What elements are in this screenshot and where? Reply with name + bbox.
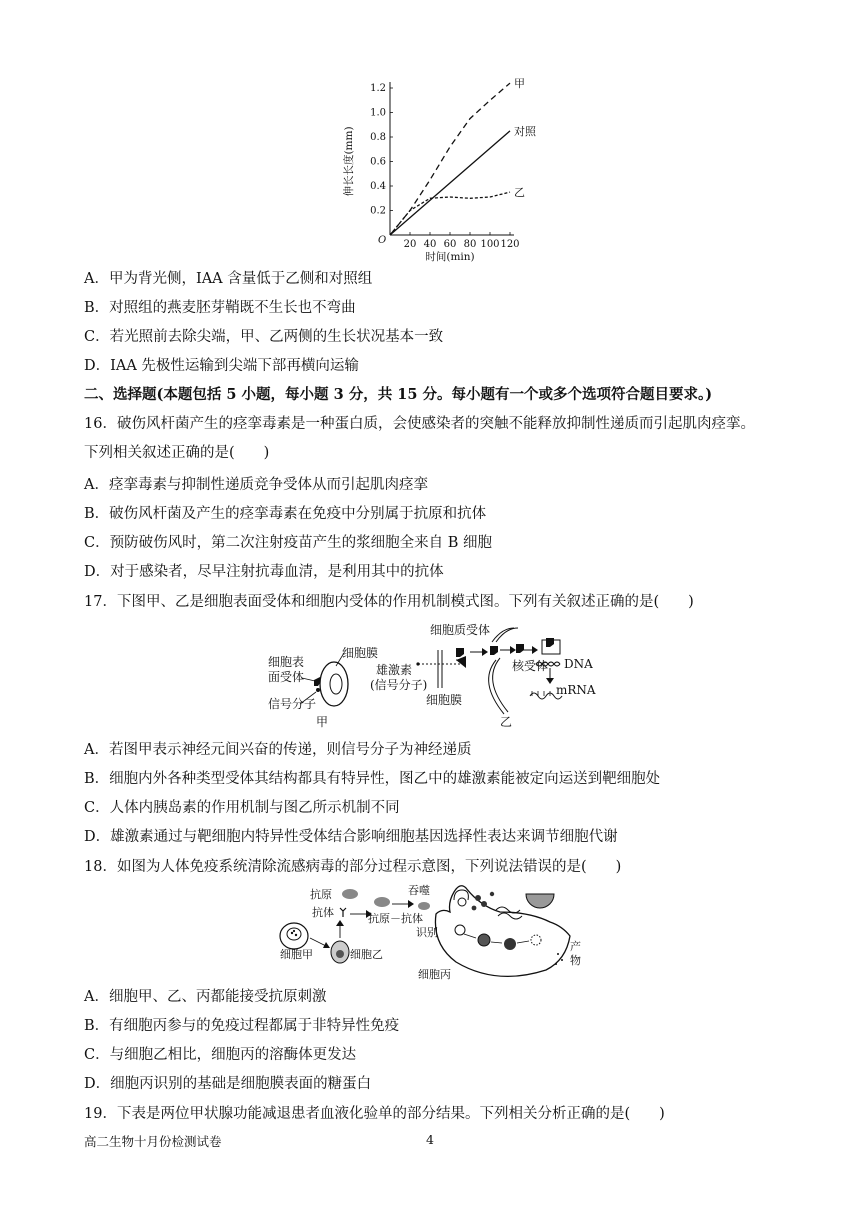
x-tick-label: 120 bbox=[500, 239, 520, 250]
label-cell-bing: 细胞丙 bbox=[418, 968, 451, 981]
q17-stem: 17．下图甲、乙是细胞表面受体和细胞内受体的作用机制模式图。下列有关叙述正确的是( ) bbox=[84, 594, 694, 610]
q15-option-a: A．甲为背光侧，IAA 含量低于乙侧和对照组 bbox=[84, 271, 373, 287]
label-jia: 甲 bbox=[316, 715, 329, 729]
growth-chart bbox=[330, 77, 536, 263]
q17-option-c: C．人体内胰岛素的作用机制与图乙所示机制不同 bbox=[84, 800, 400, 816]
q18-option-c: C．与细胞乙相比，细胞丙的溶酶体更发达 bbox=[84, 1047, 357, 1063]
q19-stem: 19．下表是两位甲状腺功能减退患者血液化验单的部分结果。下列相关分析正确的是( ) bbox=[84, 1106, 665, 1122]
label-yi: 乙 bbox=[500, 715, 513, 729]
growth-chart-svg bbox=[330, 77, 536, 263]
x-tick-label: 20 bbox=[403, 239, 417, 250]
label-product-1: 产 bbox=[570, 940, 581, 953]
section-heading: 二、选择题(本题包括 5 小题，每小题 3 分，共 15 分。每小题有一个或多个选项符合题目要求。) bbox=[84, 386, 713, 403]
x-tick-label: 80 bbox=[463, 239, 477, 250]
label-antibody: 抗体 bbox=[312, 906, 334, 919]
immune-diagram bbox=[278, 884, 598, 984]
label-cell-surface-receptor-1: 细胞表 bbox=[268, 655, 305, 669]
label-dna: DNA bbox=[564, 657, 593, 671]
y-axis-label: 伸长长度(mm) bbox=[343, 126, 355, 197]
series-label: 乙 bbox=[514, 186, 525, 200]
series-line bbox=[390, 83, 510, 235]
label-androgen-2: (信号分子) bbox=[370, 678, 428, 692]
label-membrane-2: 细胞膜 bbox=[426, 693, 463, 707]
immune-diagram-svg bbox=[278, 884, 598, 984]
q17-option-d: D．雄激素通过与靶细胞内特异性受体结合影响细胞基因选择性表达来调节细胞代谢 bbox=[84, 829, 618, 845]
q16-option-c: C．预防破伤风时，第二次注射疫苗产生的浆细胞全来自 B 细胞 bbox=[84, 535, 492, 551]
q16-option-b: B．破伤风杆菌及产生的痉挛毒素在免疫中分别属于抗原和抗体 bbox=[84, 506, 487, 522]
label-androgen-1: 雄激素 bbox=[376, 663, 413, 677]
x-tick-label: 100 bbox=[480, 239, 500, 250]
y-tick-label: 0.4 bbox=[370, 181, 386, 192]
receptor-diagram bbox=[260, 620, 610, 732]
signal-molecule-dot bbox=[316, 688, 320, 692]
label-recognize: 识别 bbox=[416, 926, 438, 939]
label-cell-yi: 细胞乙 bbox=[350, 948, 383, 961]
receptor-diagram-svg bbox=[260, 620, 610, 732]
label-cytoplasmic-receptor: 细胞质受体 bbox=[430, 623, 491, 637]
y-tick-label: 0.6 bbox=[370, 156, 386, 168]
q16-option-d: D．对于感染者，尽早注射抗毒血清，是利用其中的抗体 bbox=[84, 564, 444, 580]
x-axis-label: 时间(min) bbox=[425, 251, 475, 263]
q18-option-b: B．有细胞丙参与的免疫过程都属于非特异性免疫 bbox=[84, 1018, 400, 1034]
page-number: 4 bbox=[426, 1132, 434, 1147]
label-antigen: 抗原 bbox=[310, 888, 332, 901]
label-cell-membrane: 细胞膜 bbox=[342, 646, 379, 660]
label-cell-jia: 细胞甲 bbox=[280, 948, 313, 961]
q16-stem-line1: 16．破伤风杆菌产生的痉挛毒素是一种蛋白质，会使感染者的突触不能释放抑制性递质而引起肌肉痉挛。 bbox=[84, 416, 755, 432]
q17-option-b: B．细胞内外各种类型受体其结构都具有特异性，图乙中的雄激素能被定向运送到靶细胞处 bbox=[84, 771, 661, 787]
y-tick-label: 1.0 bbox=[370, 107, 386, 119]
q15-option-d: D．IAA 先极性运输到尖端下部再横向运输 bbox=[84, 358, 359, 374]
series-line bbox=[390, 131, 510, 235]
label-mrna: mRNA bbox=[556, 683, 596, 697]
origin-label: O bbox=[378, 235, 387, 246]
label-signal-molecule: 信号分子 bbox=[268, 697, 317, 711]
nucleus-shape bbox=[330, 674, 342, 694]
series-label: 甲 bbox=[514, 77, 525, 91]
q15-option-c: C．若光照前去除尖端，甲、乙两侧的生长状况基本一致 bbox=[84, 329, 444, 345]
y-tick-label: 0.8 bbox=[370, 132, 386, 143]
label-nuclear-receptor: 核受体 bbox=[512, 659, 549, 673]
y-tick-label: 0.2 bbox=[370, 205, 386, 217]
label-engulf: 吞噬 bbox=[408, 884, 430, 897]
series-label: 对照 bbox=[514, 124, 536, 138]
cell-membrane-outer bbox=[320, 662, 348, 706]
surface-receptor-shape bbox=[314, 677, 320, 686]
x-tick-label: 40 bbox=[423, 239, 437, 250]
footer-title: 高二生物十月份检测试卷 bbox=[84, 1134, 222, 1149]
q16-option-a: A．痉挛毒素与抑制性递质竞争受体从而引起肌肉痉挛 bbox=[84, 477, 428, 493]
label-product-2: 物 bbox=[570, 954, 581, 967]
y-tick-label: 1.2 bbox=[370, 83, 386, 94]
q18-option-d: D．细胞丙识别的基础是细胞膜表面的糖蛋白 bbox=[84, 1076, 372, 1092]
q18-option-a: A．细胞甲、乙、丙都能接受抗原刺激 bbox=[84, 989, 327, 1005]
label-cell-surface-receptor-2: 面受体 bbox=[268, 670, 305, 684]
q16-stem-line2: 下列相关叙述正确的是( ) bbox=[84, 445, 270, 461]
q15-option-b: B．对照组的燕麦胚芽鞘既不生长也不弯曲 bbox=[84, 300, 356, 316]
series-line bbox=[390, 192, 510, 235]
label-antigen-antibody: 抗原－抗体 bbox=[368, 912, 423, 925]
x-tick-label: 60 bbox=[443, 239, 457, 250]
q17-option-a: A．若图甲表示神经元间兴奋的传递，则信号分子为神经递质 bbox=[84, 742, 472, 758]
q18-stem: 18．如图为人体免疫系统清除流感病毒的部分过程示意图，下列说法错误的是( ) bbox=[84, 859, 622, 875]
